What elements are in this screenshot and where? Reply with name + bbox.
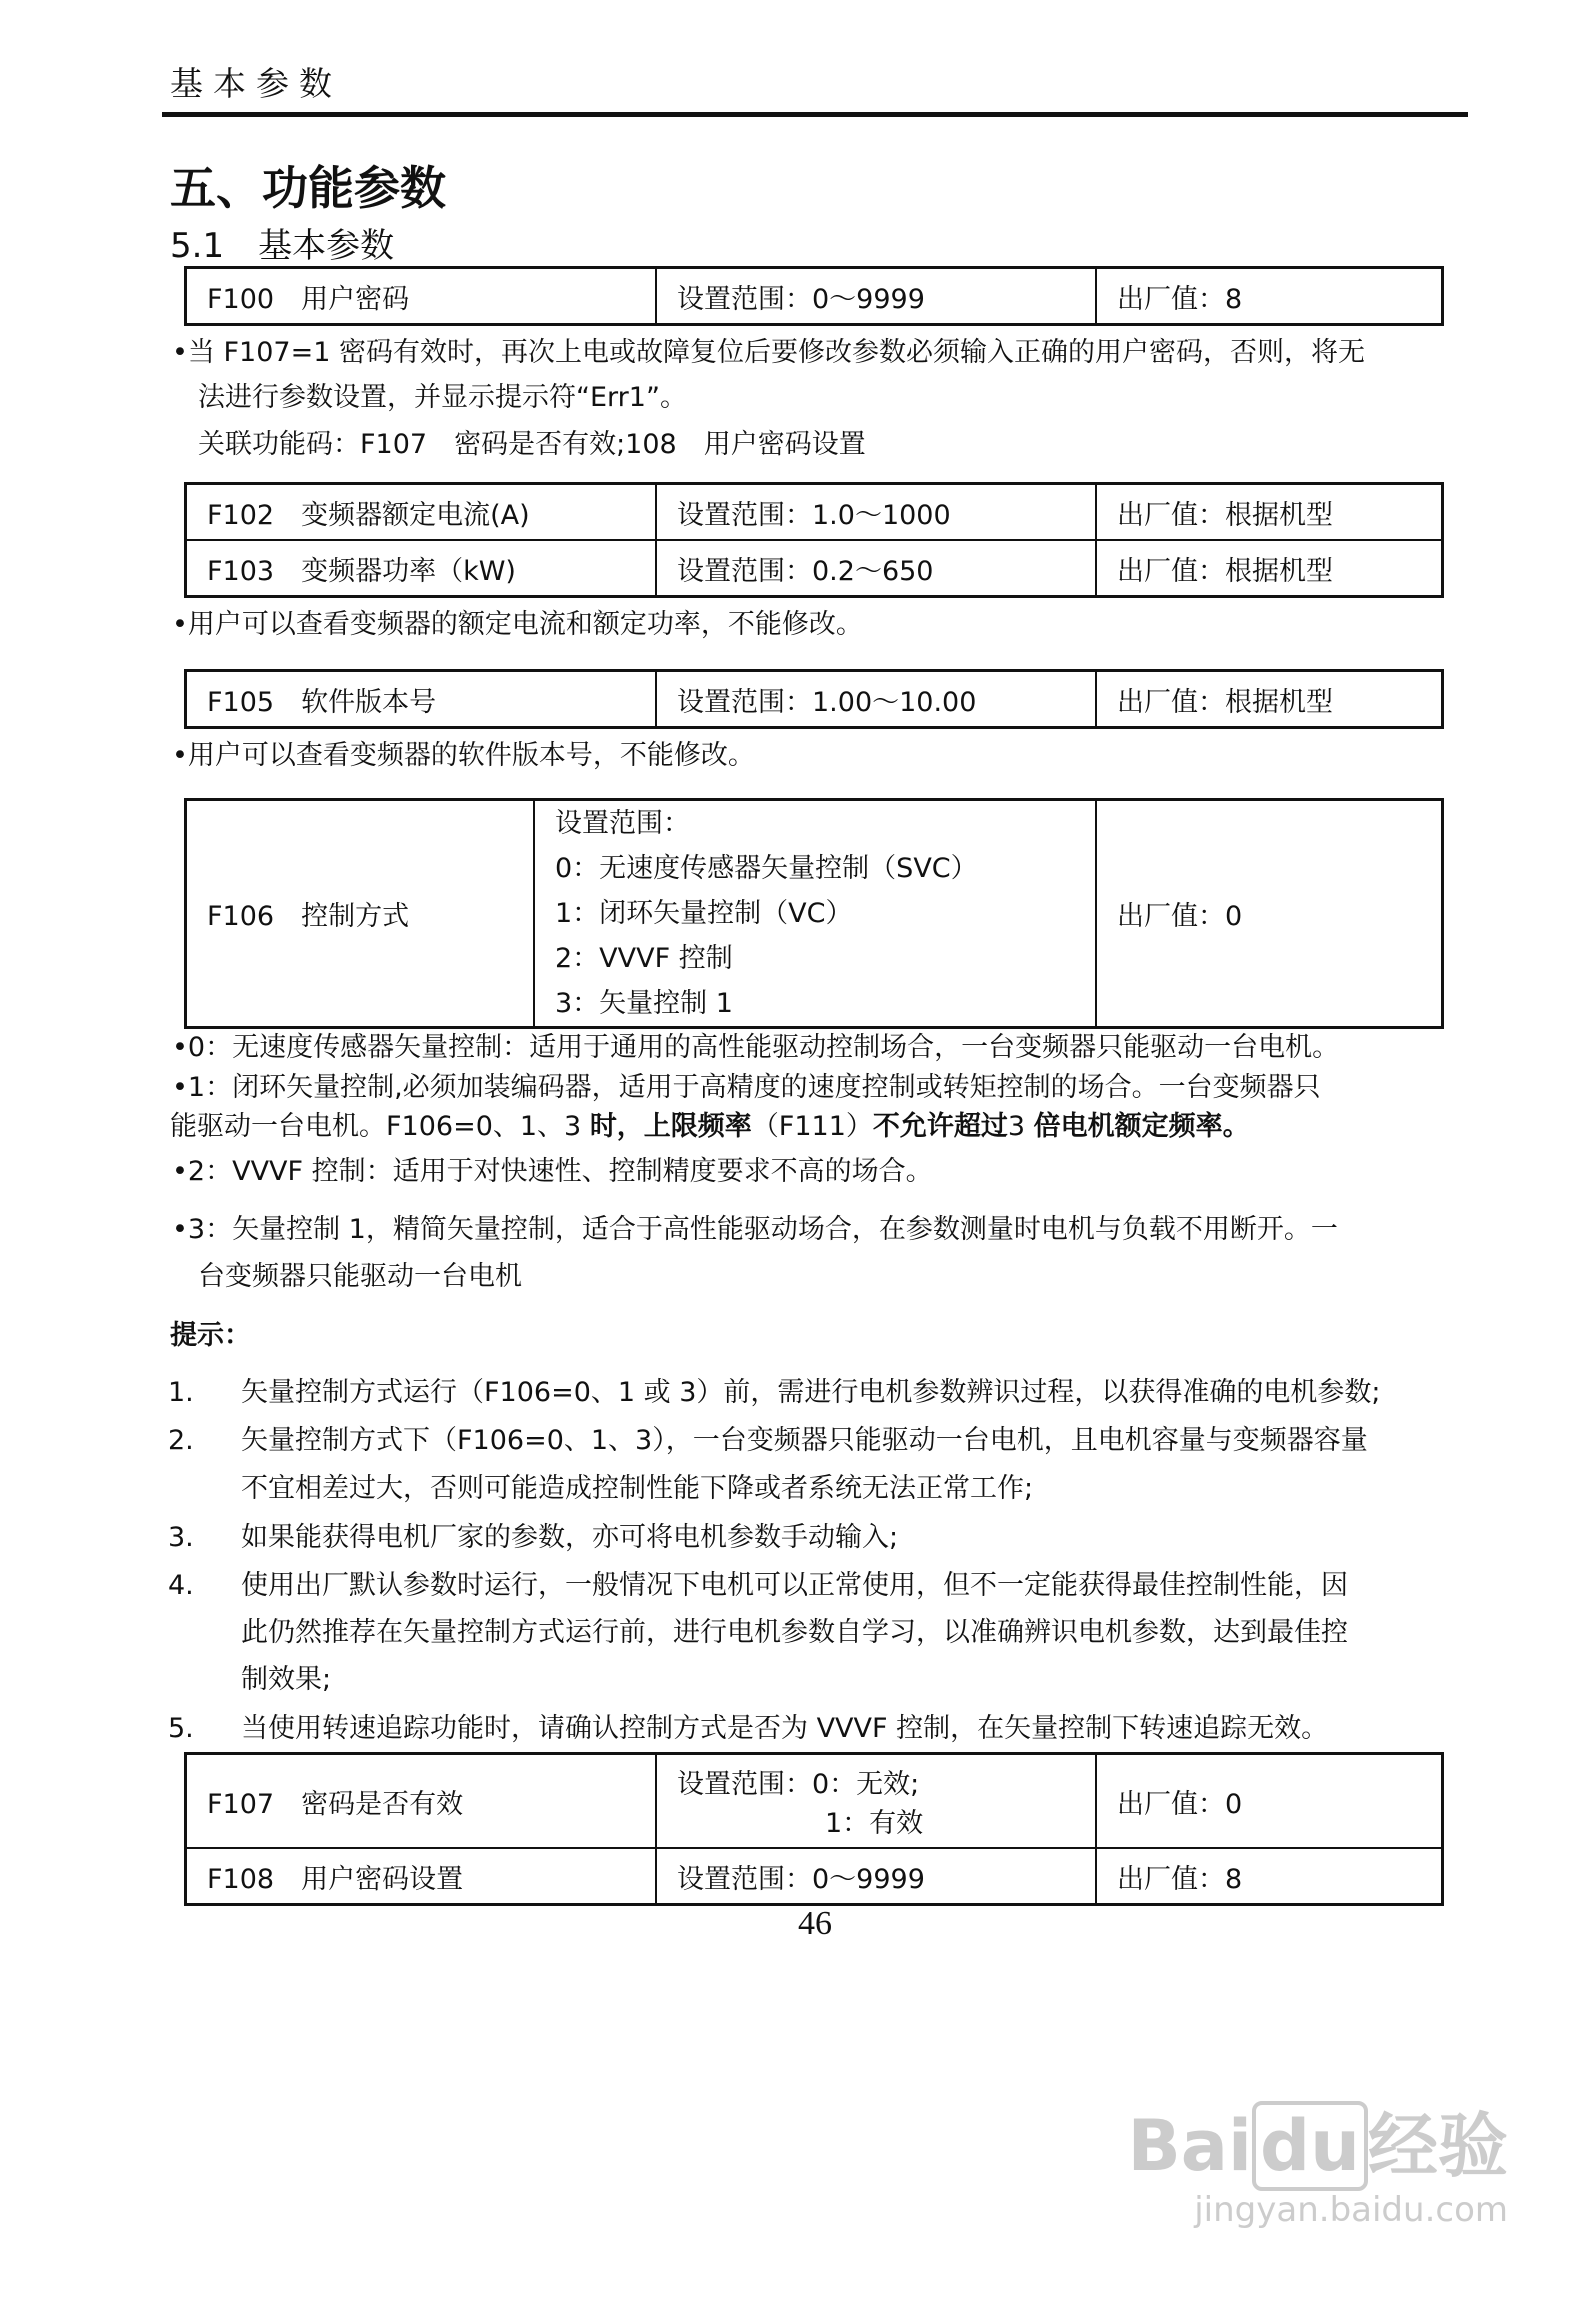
param-table-f107-f108 (184, 1752, 1444, 1906)
tips-label: 提示： (170, 1320, 251, 1351)
paragraph: •用户可以查看变频器的额定电流和额定功率，不能修改。 (172, 609, 863, 640)
param-name: F100 用户密码 (186, 268, 657, 325)
param-name: F107 密码是否有效 (186, 1754, 657, 1849)
tip-number: 2. (168, 1425, 194, 1456)
text: （F111） (751, 1111, 873, 1142)
param-range (656, 1754, 1096, 1849)
param-default: 出厂值：8 (1096, 268, 1443, 325)
param-range: 设置范围：1.0～1000 (656, 484, 1096, 541)
tip-number: 3. (168, 1522, 194, 1553)
tip-number: 4. (168, 1570, 194, 1601)
param-table-f102-f103 (184, 482, 1444, 598)
paragraph: 法进行参数设置，并显示提示符“Err1”。 (198, 382, 687, 413)
param-default: 出厂值：根据机型 (1096, 484, 1443, 541)
paragraph: •3：矢量控制 1，精简矢量控制，适合于高性能驱动场合，在参数测量时电机与负载不用断开。一 (172, 1214, 1338, 1245)
text: 能驱动一台电机。F106=0、1、3 (170, 1111, 590, 1142)
tip-text: 当使用转速追踪功能时，请确认控制方式是否为 VVVF 控制，在矢量控制下转速追踪无效。 (241, 1713, 1329, 1744)
text: 3 (1007, 1111, 1034, 1142)
param-table-f105 (184, 669, 1444, 729)
header-rule (162, 112, 1468, 117)
param-name: F102 变频器额定电流(A) (186, 484, 657, 541)
param-name: F105 软件版本号 (186, 671, 657, 728)
param-name: F108 用户密码设置 (186, 1848, 657, 1905)
tip-text: 制效果; (241, 1664, 332, 1695)
paragraph: •2：VVVF 控制：适用于对快速性、控制精度要求不高的场合。 (172, 1156, 933, 1187)
tip-text: 此仍然推荐在矢量控制方式运行前，进行电机参数自学习，以准确辨识电机参数，达到最佳控 (241, 1617, 1348, 1648)
range-line: 设置范围： (555, 808, 690, 839)
param-range: 设置范围：1.00～10.00 (656, 671, 1096, 728)
param-range: 设置范围：0～9999 (656, 1848, 1096, 1905)
param-range: 设置范围：0.2～650 (656, 540, 1096, 597)
param-range: 设置范围：0～9999 (656, 268, 1096, 325)
watermark-logo: Bai du 经验 (1127, 2090, 1508, 2191)
tip-number: 5. (168, 1713, 194, 1744)
range-line: 2：VVVF 控制 (555, 943, 733, 974)
param-name: F103 变频器功率（kW) (186, 540, 657, 597)
param-name: F106 控制方式 (186, 800, 535, 1028)
range-line: 设置范围：0：无效; (677, 1769, 920, 1800)
paragraph: •1：闭环矢量控制,必须加装编码器，适用于高精度的速度控制或转矩控制的场合。一台变频器只 (172, 1072, 1321, 1103)
paragraph: •0：无速度传感器矢量控制：适用于通用的高性能驱动控制场合，一台变频器只能驱动一台电机。 (172, 1032, 1340, 1063)
range-line: 1：有效 (825, 1808, 924, 1839)
paragraph: 台变频器只能驱动一台电机 (198, 1261, 522, 1292)
range-line: 1：闭环矢量控制（VC） (555, 898, 853, 929)
paragraph: 关联功能码：F107 密码是否有效;108 用户密码设置 (198, 429, 866, 460)
param-default: 出厂值：根据机型 (1096, 671, 1443, 728)
tip-text: 如果能获得电机厂家的参数，亦可将电机参数手动输入; (241, 1522, 899, 1553)
watermark-url: jingyan.baidu.com (1194, 2190, 1508, 2230)
range-line: 0：无速度传感器矢量控制（SVC） (555, 853, 978, 884)
range-line: 3：矢量控制 1 (555, 988, 733, 1019)
tip-number: 1. (168, 1377, 194, 1408)
chapter-title: 五、功能参数 (170, 161, 446, 215)
section-title: 5.1 基本参数 (170, 226, 395, 266)
paragraph: •用户可以查看变频器的软件版本号，不能修改。 (172, 740, 755, 771)
running-header: 基本参数 (170, 64, 342, 103)
param-default: 出厂值：0 (1096, 800, 1443, 1028)
text: 不允许超过 (872, 1111, 1008, 1142)
tip-text: 矢量控制方式下（F106=0、1、3），一台变频器只能驱动一台电机，且电机容量与变频器容量 (241, 1425, 1368, 1456)
param-default: 出厂值：根据机型 (1096, 540, 1443, 597)
text: 倍电机额定频率。 (1033, 1111, 1250, 1142)
param-table-f100 (184, 266, 1444, 326)
param-default: 出厂值：0 (1096, 1754, 1443, 1849)
page-number: 46 (798, 1905, 832, 1942)
text: 时，上限频率 (589, 1111, 752, 1142)
tip-text: 矢量控制方式运行（F106=0、1 或 3）前，需进行电机参数辨识过程，以获得准确的电机参数; (241, 1377, 1381, 1408)
tip-text: 不宜相差过大，否则可能造成控制性能下降或者系统无法正常工作; (241, 1473, 1034, 1504)
paragraph (170, 1107, 1250, 1147)
param-range (534, 800, 1096, 1028)
param-default: 出厂值：8 (1096, 1848, 1443, 1905)
param-table-f106 (184, 798, 1444, 1029)
paragraph: •当 F107=1 密码有效时，再次上电或故障复位后要修改参数必须输入正确的用户密码，否则，将无 (172, 337, 1365, 368)
tip-text: 使用出厂默认参数时运行，一般情况下电机可以正常使用，但不一定能获得最佳控制性能，因 (241, 1570, 1348, 1601)
